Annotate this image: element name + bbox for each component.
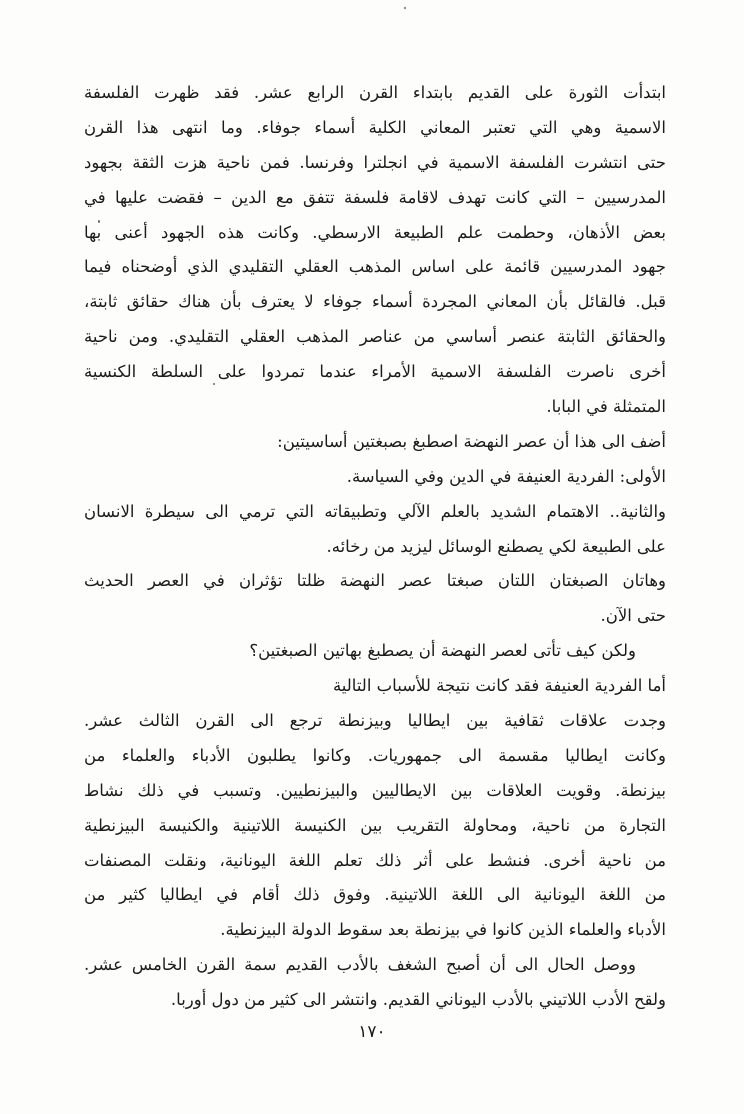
paragraph [84, 564, 666, 634]
text-line: المدرسيين – التي كانت تهدف لاقامة فلسفة تتفق مع الدين – فقضت عليها في [84, 187, 666, 207]
text-line: من اللغة اليونانية الى اللغة اللاتينية. وفوق ذلك أقام في ايطاليا كثير من [84, 885, 666, 905]
text-line: من ناحية أخرى. فنشط على أثر ذلك تعلم اللغة اليونانية، ونقلت المصنفات [84, 850, 666, 870]
text-line: جهود المدرسيين قائمة على اساس المذهب العقلي التقليدي الذي أوضحناه فيما [84, 257, 666, 277]
text-line: والثانية.. الاهتمام الشديد بالعلم الآلي وتطبيقاته التي ترمي الى سيطرة الانسان [84, 501, 666, 521]
paragraph [84, 669, 666, 704]
ink-speck [404, 7, 406, 9]
text-line: ووصل الحال الى أن أصبح الشغف بالأدب القديم سمة القرن الخامس عشر. [84, 955, 636, 975]
text-line: وهاتان الصبغتان اللتان صبغتا عصر النهضة ظلتا تؤثران في العصر الحديث [84, 571, 666, 591]
text-line: الأولى: الفردية العنيفة في الدين وفي السياسة. [346, 466, 666, 486]
paragraph [84, 634, 666, 669]
text-line: ولكن كيف تأتى لعصر النهضة أن يصطبغ بهاتين الصبغتين؟ [249, 641, 636, 661]
text-line: حتى انتشرت الفلسفة الاسمية في انجلترا وفرنسا. فمن ناحية هزت الثقة بجهود [84, 152, 666, 172]
text-line: ولقح الأدب اللاتيني بالأدب اليوناني القديم. وانتشر الى كثير من دول أوربا. [170, 990, 666, 1010]
paragraph [84, 76, 666, 425]
text-line: الأدباء والعلماء الذين كانوا في بيزنطة بعد سقوط الدولة البيزنطية. [220, 920, 666, 940]
text-line: حتى الآن. [600, 606, 666, 626]
text-line: أما الفردية العنيفة فقد كانت نتيجة للأسباب التالية [332, 676, 666, 696]
text-line: بيزنطة. وقويت العلاقات بين الايطاليين والبيزنطيين. وتسبب في ذلك نشاط [84, 780, 666, 800]
page-number: ١٧٠ [358, 1022, 386, 1042]
text-line: أخرى ناصرت الفلسفة الاسمية الأمراء عندما تمردوا على السلطة الكنسية [84, 362, 666, 382]
text-line: وجدت علاقات ثقافية بين ايطاليا وبيزنطة ترجع الى القرن الثالث عشر. [84, 711, 666, 731]
text-line: المتمثلة في البابا. [546, 397, 666, 417]
text-line: والحقائق الثابتة عنصر أساسي من عناصر المذهب العقلي التقليدي. ومن ناحية [84, 327, 666, 347]
text-line: ابتدأت الثورة على القديم بابتداء القرن الرابع عشر. فقد ظهرت الفلسفة [84, 83, 666, 102]
text-line: التجارة من ناحية، ومحاولة التقريب بين الكنيسة اللاتينية والكنيسة البيزنطية [84, 815, 666, 835]
text-line: على الطبيعة لكي يصطنع الوسائل ليزيد من رخائه. [326, 536, 666, 556]
paragraph [84, 460, 666, 495]
text-line: قبل. فالقائل بأن المعاني المجردة أسماء جوفاء لا يعترف بأن هناك حقائق ثابتة، [84, 292, 666, 312]
paragraph [84, 425, 666, 460]
paragraph [84, 495, 666, 565]
paragraph [84, 704, 666, 948]
text-line: الاسمية وهي التي تعتبر المعاني الكلية أسماء جوفاء. وما انتهى هذا القرن [84, 117, 666, 137]
text-line: أضف الى هذا أن عصر النهضة اصطبغ بصبغتين أساسيتين: [277, 431, 666, 451]
body-text [84, 76, 666, 1018]
paragraph [84, 948, 666, 1018]
text-line: بعض الأذهان، وحطمت علم الطبيعة الارسطي. وكانت هذه الجهود أعنى بها [84, 222, 666, 242]
text-line: وكانت ايطاليا مقسمة الى جمهوريات. وكانوا يطلبون الأدباء والعلماء من [84, 745, 666, 765]
